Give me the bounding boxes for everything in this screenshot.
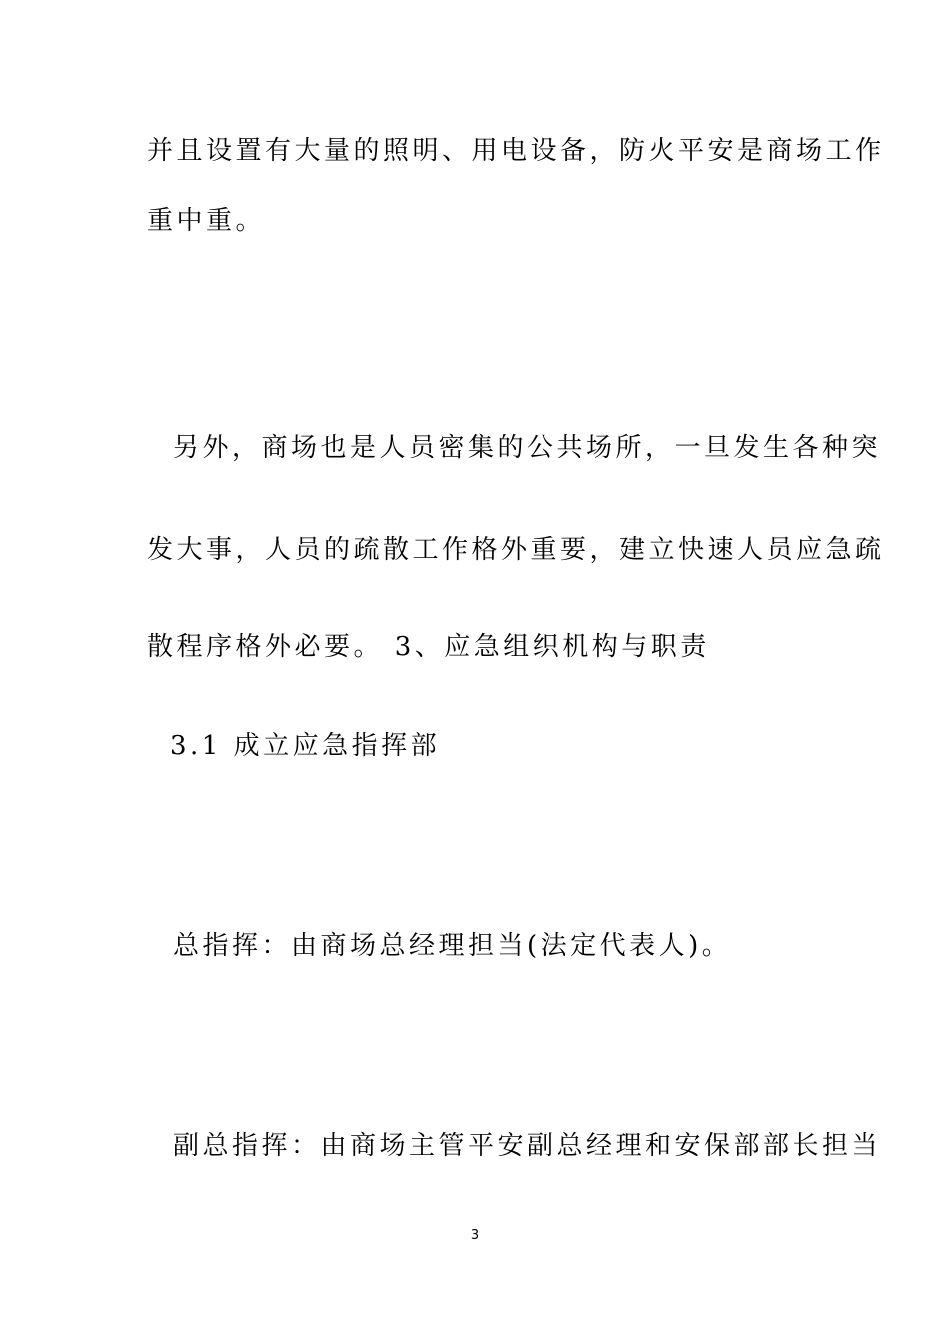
page-number: 3: [470, 1228, 480, 1243]
body-text-line: 散程序格外必要。 3、应急组织机构与职责: [147, 632, 710, 662]
body-text-line: 重中重。: [147, 206, 266, 236]
body-text-line: 总指挥：由商场总经理担当(法定代表人)。: [173, 931, 732, 961]
body-text-line: 并且设置有大量的照明、用电设备，防火平安是商场工作: [147, 136, 885, 166]
body-text-line: 另外，商场也是人员密集的公共场所，一旦发生各种突: [173, 433, 882, 463]
section-heading: 3.1 成立应急指挥部: [170, 731, 441, 761]
body-text-line: 发大事，人员的疏散工作格外重要，建立快速人员应急疏: [147, 535, 885, 565]
body-text-line: 副总指挥：由商场主管平安副总经理和安保部部长担当: [173, 1131, 882, 1161]
